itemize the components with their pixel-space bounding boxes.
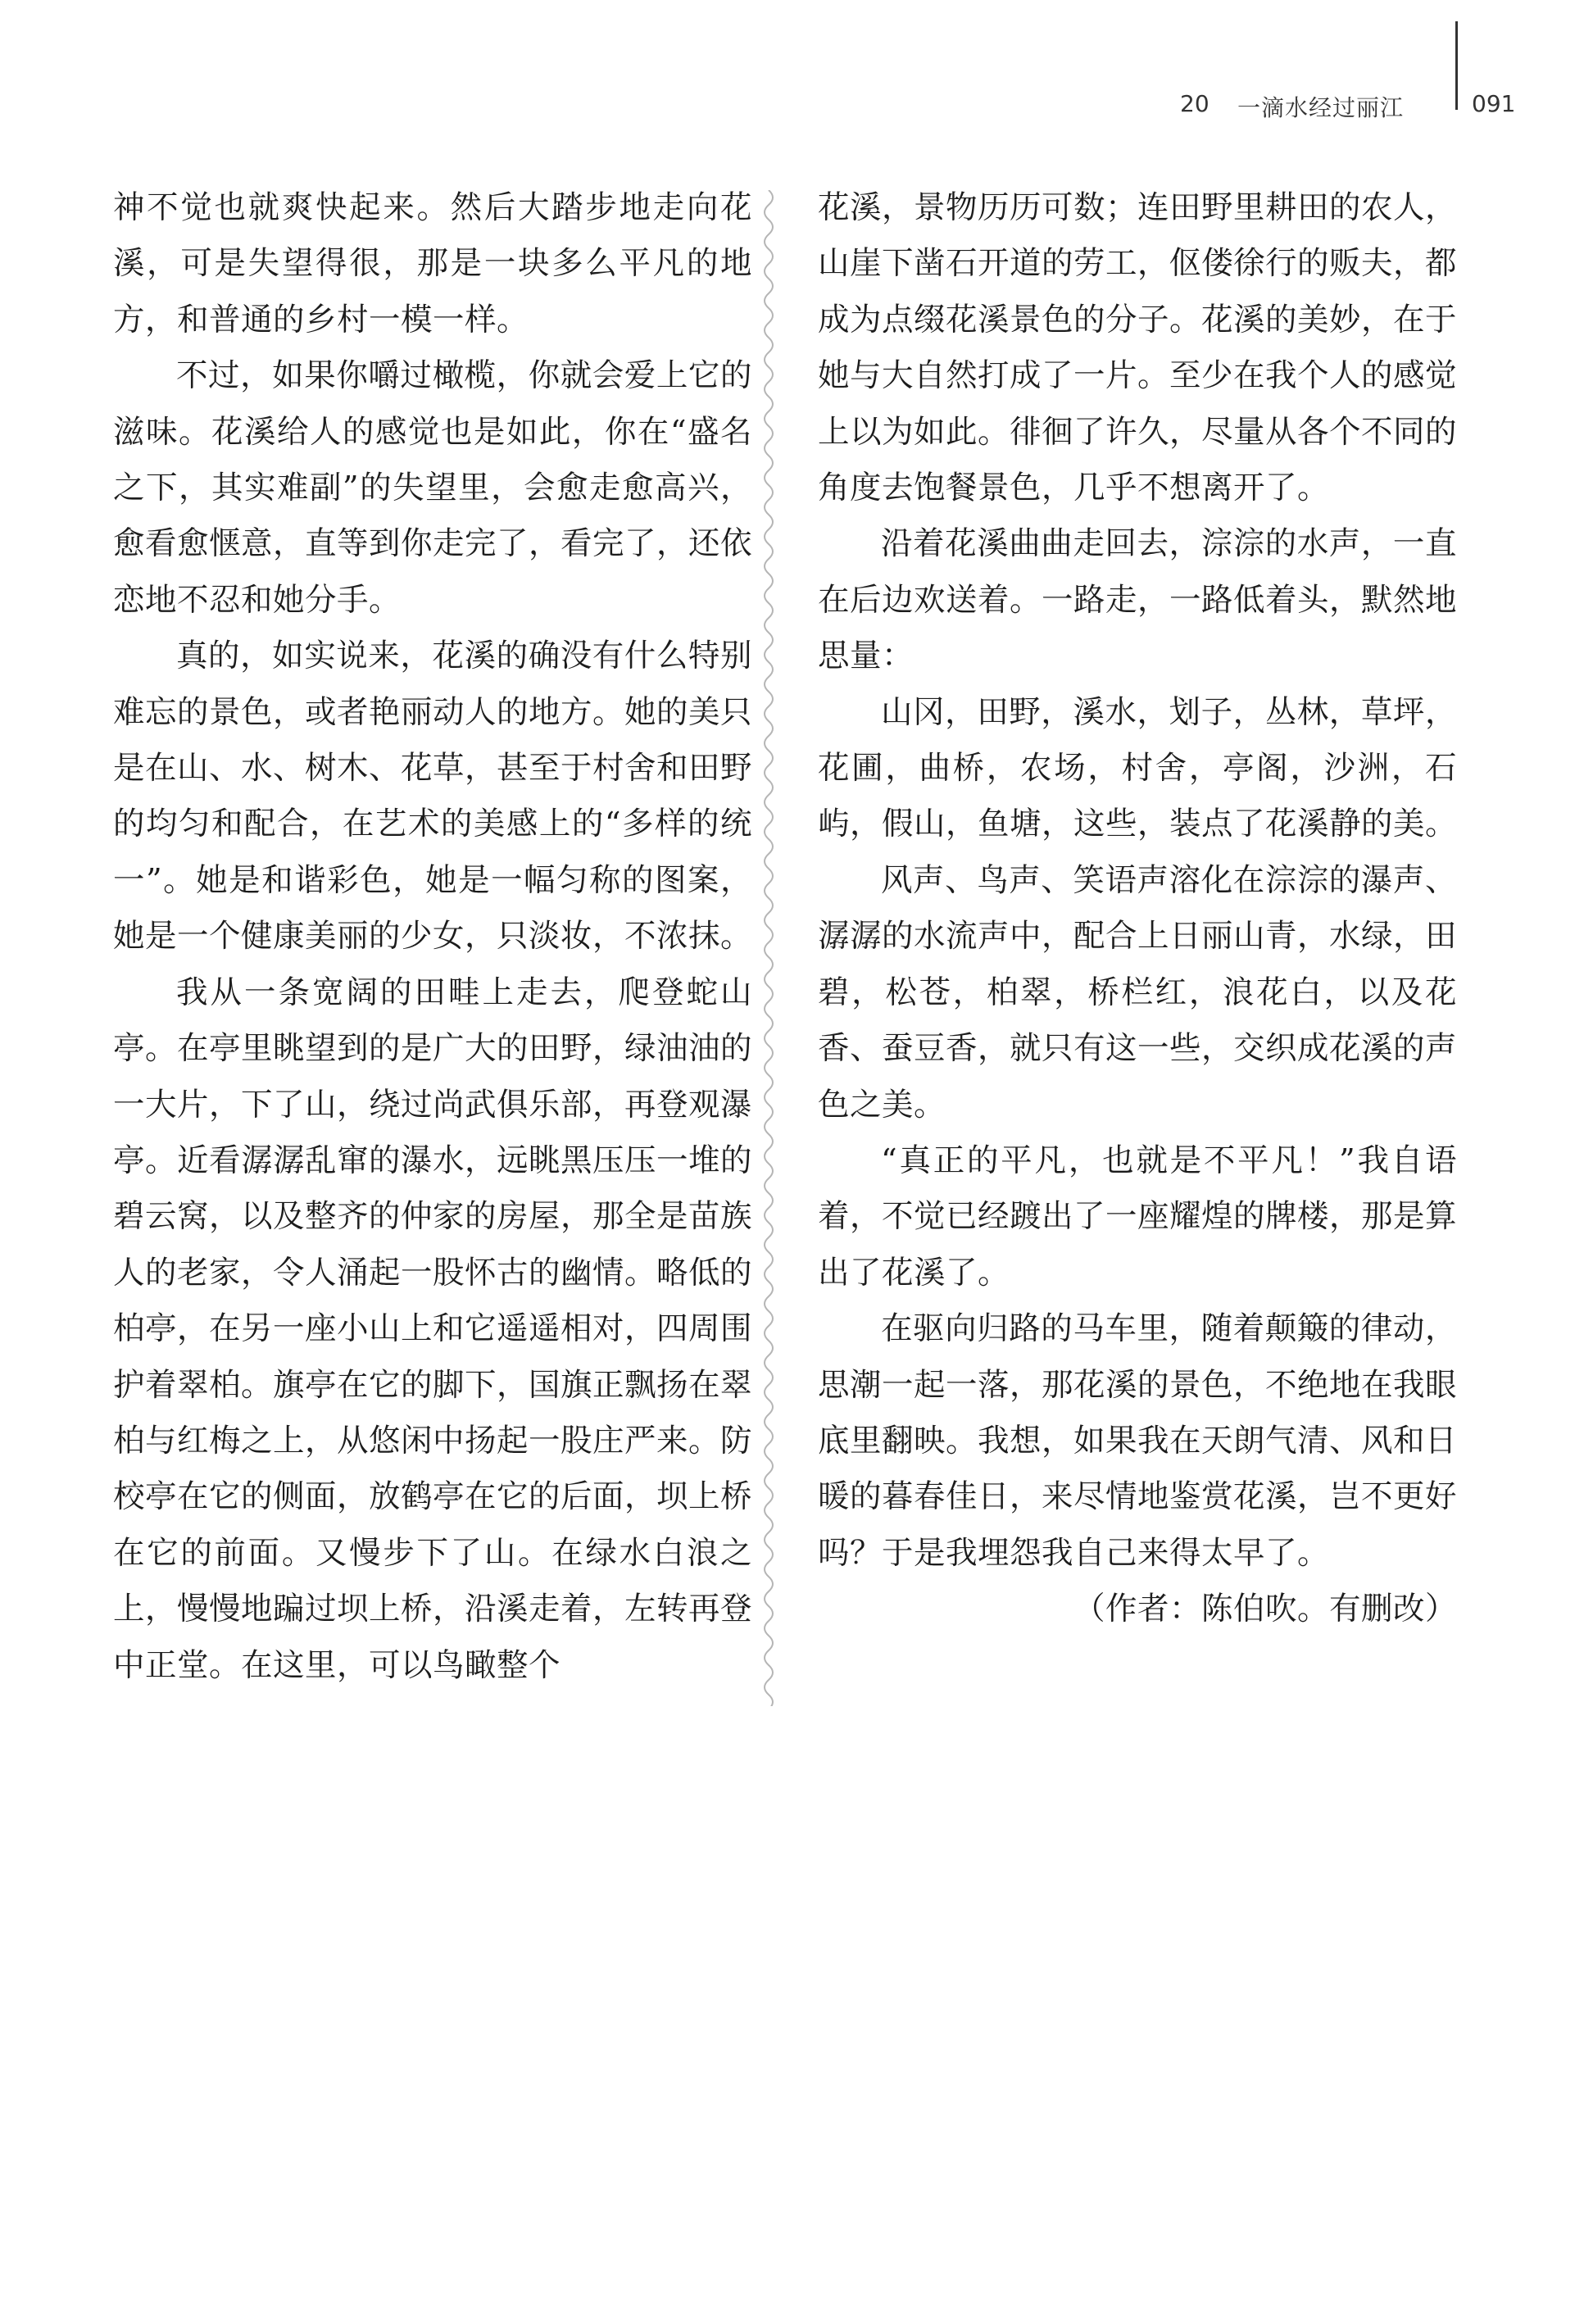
- page-number: 091: [1472, 90, 1516, 117]
- left-paragraph-2: 不过，如果你嚼过橄榄，你就会爱上它的滋味。花溪给人的感觉也是如此，你在“盛名之下，其实难副”的失望里，会愈走愈高兴，愈看愈惬意，直等到你走完了，看完了，还依恋地不忍和她分手。: [113, 357, 753, 619]
- left-column: [113, 180, 752, 1694]
- left-paragraph-1: 神不觉也就爽快起来。然后大踏步地走向花溪，可是失望得很，那是一块多么平凡的地方，和普通的乡村一模一样。: [113, 189, 752, 338]
- right-paragraph-6: 在驱向归路的马车里，随着颠簸的律动，思潮一起一落，那花溪的景色，不绝地在我眼底里翻映。我想，如果我在天朗气清、风和日暖的暮春佳日，来尽情地鉴赏花溪，岂不更好吗？于是我埋怨我自己来得太早了。: [818, 1310, 1458, 1572]
- right-column: [818, 180, 1457, 1638]
- right-paragraph-3: 山冈，田野，溪水，划子，丛林，草坪，花圃，曲桥，农场，村舍，亭阁，沙洲，石屿，假山，鱼塘，这些，装点了花溪静的美。: [818, 693, 1458, 843]
- right-paragraph-4: 风声、鸟声、笑语声溶化在淙淙的瀑声、潺潺的水流声中，配合上日丽山青，水绿，田碧，松苍，柏翠，桥栏红，浪花白，以及花香、蚕豆香，就只有这一些，交织成花溪的声色之美。: [818, 861, 1458, 1123]
- chapter-number: 20: [1180, 90, 1210, 117]
- author-signature: （作者：陈伯吹。有删改）: [1073, 1591, 1457, 1628]
- page-header: [1147, 79, 1541, 128]
- column-divider-ornament: [752, 190, 785, 1706]
- right-paragraph-5: “真正的平凡，也就是不平凡！”我自语着，不觉已经踱出了一座耀煌的牌楼，那是算出了花溪了。: [818, 1142, 1458, 1291]
- left-paragraph-4: 我从一条宽阔的田畦上走去，爬登蛇山亭。在亭里眺望到的是广大的田野，绿油油的一大片，下了山，绕过尚武俱乐部，再登观瀑亭。近看潺潺乱窜的瀑水，远眺黑压压一堆的碧云窝，以及整齐的仲家的房屋，那全是苗族人的老家，令人涌起一股怀古的幽情。略低的柏亭，在另一座小山上和它遥遥相对，四周围护着翠柏。旗亭在它的脚下，国旗正飘扬在翠柏与红梅之上，从悠闲中扬起一股庄严来。防校亭在它的侧面，放鹤亭在它的后面，坝上桥在它的前面。又慢步下了山。在绿水白浪之上，慢慢地蹁过坝上桥，沿溪走着，左转再登中正堂。在这里，可以鸟瞰整个: [113, 974, 753, 1684]
- chapter-title: 一滴水经过丽江: [1237, 94, 1405, 121]
- header-rule: [1455, 21, 1458, 110]
- right-paragraph-1: 花溪，景物历历可数；连田野里耕田的农人，山崖下凿石开道的劳工，伛偻徐行的贩夫，都成为点缀花溪景色的分子。花溪的美妙，在于她与大自然打成了一片。至少在我个人的感觉上以为如此。徘徊了许久，尽量从各个不同的角度去饱餐景色，几乎不想离开了。: [818, 189, 1458, 507]
- left-paragraph-3: 真的，如实说来，花溪的确没有什么特别难忘的景色，或者艳丽动人的地方。她的美只是在山、水、树木、花草，甚至于村舍和田野的均匀和配合，在艺术的美感上的“多样的统一”。她是和谐彩色，她是一幅匀称的图案，她是一个健康美丽的少女，只淡妆，不浓抹。: [113, 638, 753, 955]
- right-paragraph-2: 沿着花溪曲曲走回去，淙淙的水声，一直在后边欢送着。一路走，一路低着头，默然地思量：: [818, 525, 1458, 675]
